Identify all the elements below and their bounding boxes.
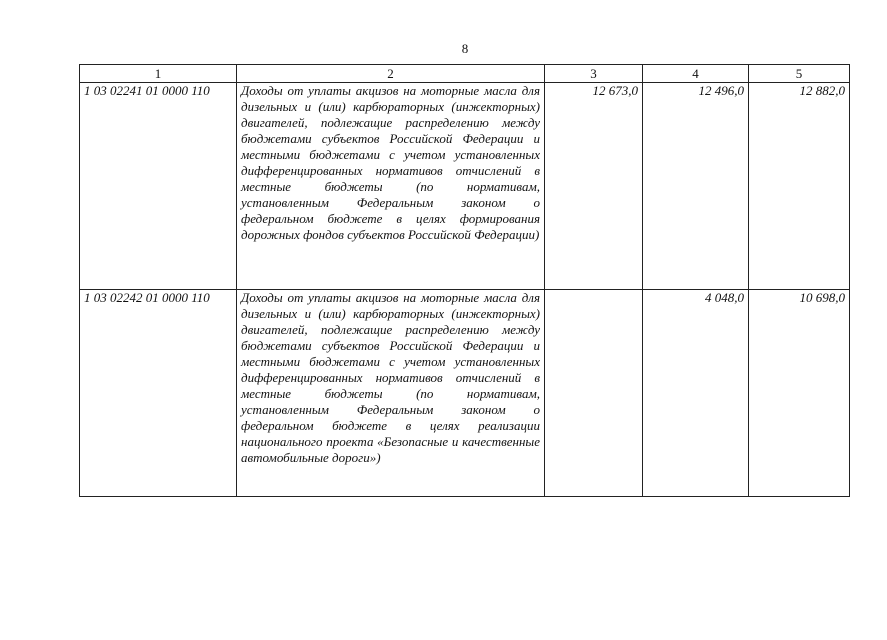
table-row xyxy=(80,290,850,497)
amount-col3-cell xyxy=(545,290,643,497)
amount-col3-cell: 12 673,0 xyxy=(545,83,643,290)
amount-col5-cell: 10 698,0 xyxy=(749,290,850,497)
column-header-1: 1 xyxy=(80,65,237,83)
column-header-5: 5 xyxy=(749,65,850,83)
budget-code-cell: 1 03 02242 01 0000 110 xyxy=(80,290,237,497)
revenue-description-cell: Доходы от уплаты акцизов на моторные масла для дизельных и (или) карбюраторных (инжекторных) двигателей, подлежащие распределению между бюджетами субъектов Российской Федерации и местными бюджетами с учетом установленных дифференцированных нормативов отчислений в местные бюджеты (по нормативам, установленным Федеральным законом о федеральном бюджете в целях формирования дорожных фондов субъектов Российской Федерации) xyxy=(237,83,545,290)
page-number: 8 xyxy=(461,41,469,56)
column-header-4: 4 xyxy=(643,65,749,83)
budget-code-cell: 1 03 02241 01 0000 110 xyxy=(80,83,237,290)
amount-col5-cell: 12 882,0 xyxy=(749,83,850,290)
table-header-row xyxy=(80,65,850,83)
column-header-2: 2 xyxy=(237,65,545,83)
revenue-description-cell: Доходы от уплаты акцизов на моторные масла для дизельных и (или) карбюраторных (инжекторных) двигателей, подлежащие распределению между бюджетами субъектов Российской Федерации и местными бюджетами с учетом установленных дифференцированных нормативов отчислений в местные бюджеты (по нормативам, установленным Федеральным законом о федеральном бюджете в целях реализации национального проекта «Безопасные и качественные автомобильные дороги») xyxy=(237,290,545,497)
amount-col4-cell: 12 496,0 xyxy=(643,83,749,290)
column-header-3: 3 xyxy=(545,65,643,83)
table-row xyxy=(80,83,850,290)
amount-col4-cell: 4 048,0 xyxy=(643,290,749,497)
budget-revenue-table xyxy=(79,64,850,497)
